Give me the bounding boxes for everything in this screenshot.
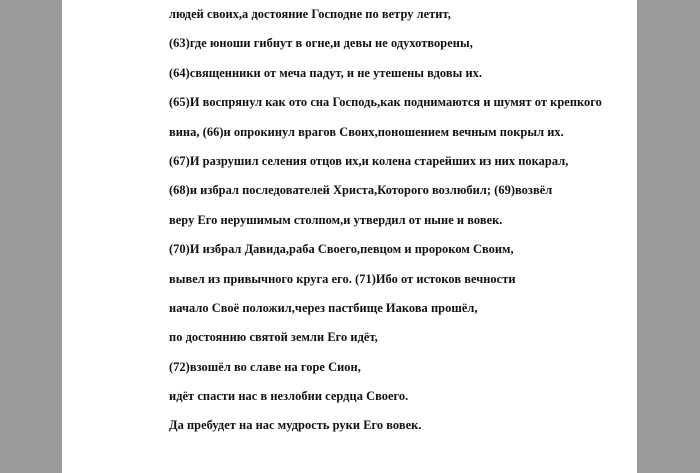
text-line: вывел из привычного круга его. (71)Ибо от истоков вечности — [169, 271, 516, 286]
text-line: (68)и избрал последователей Христа,Которого возлюбил; (69)возвёл — [169, 183, 553, 198]
text-line: (70)И избрал Давида,раба Своего,певцом и пророком Своим, — [169, 242, 514, 257]
text-line: (72)взошёл во славе на горе Сион, — [169, 359, 361, 374]
text-line: Да пребудет на нас мудрость руки Его вовек. — [169, 418, 422, 433]
text-line: начало Своё положил,через пастбище Иакова прошёл, — [169, 300, 478, 315]
text-line: (63)где юноши гибнут в огне,и девы не одухотворены, — [169, 36, 473, 51]
text-line: (67)И разрушил селения отцов их,и колена старейших из них покарал, — [169, 153, 569, 168]
text-line: идёт спасти нас в незлобии сердца Своего. — [169, 389, 409, 404]
text-line: (64)священники от меча падут, и не утешены вдовы их. — [169, 65, 483, 80]
text-line: по достоянию святой земли Его идёт, — [169, 330, 378, 345]
document-page — [62, 0, 637, 473]
text-line: веру Его нерушимым столпом,и утвердил от ныне и вовек. — [169, 212, 503, 227]
text-line: (65)И воспрянул как ото сна Господь,как поднимаются и шумят от крепкого — [169, 95, 602, 110]
text-line: людей своих,а достояние Господне по ветру летит, — [169, 7, 451, 21]
text-line: вина, (66)и опрокинул врагов Своих,поношением вечным покрыл их. — [169, 124, 564, 139]
text-body — [169, 0, 602, 441]
